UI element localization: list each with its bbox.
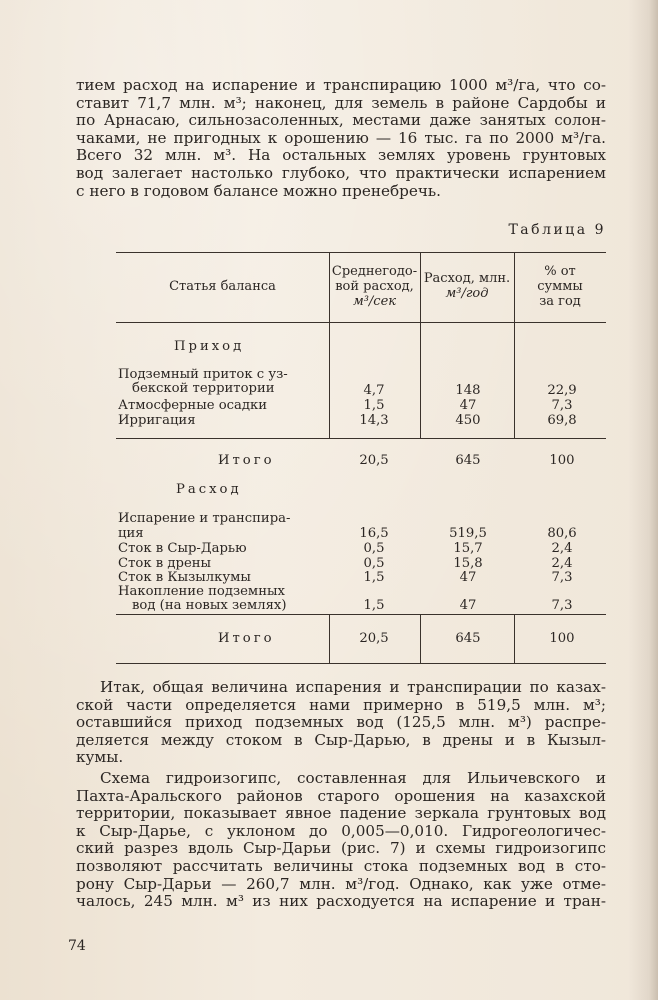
cell-value: 645 <box>455 631 481 646</box>
text-line: кумы. <box>76 748 124 767</box>
header-avg <box>329 264 420 309</box>
col-divider <box>329 614 330 663</box>
header-text: суммы <box>537 279 583 294</box>
cell-value: 15,7 <box>453 541 483 556</box>
cell-value: 4,7 <box>363 383 385 398</box>
table-header-rule <box>116 322 606 323</box>
cell-value: 20,5 <box>359 631 389 646</box>
row-label: вод (на новых землях) <box>132 598 287 613</box>
cell-value: 100 <box>549 631 575 646</box>
text-line: вод залегает настолько глубоко, что практически испарением <box>76 163 606 182</box>
cell-value: 69,8 <box>547 413 577 428</box>
cell-value: 2,4 <box>551 541 573 556</box>
table-caption: Таблица 9 <box>508 222 606 238</box>
header-text: Среднегодо- <box>331 264 418 279</box>
section-expense: Расход <box>176 482 242 497</box>
text-line: по Арнасаю, сильнозасоленных, местами даже занятых солон- <box>76 111 606 130</box>
cell-value: 80,6 <box>547 526 577 541</box>
row-label: Сток в Кызылкумы <box>118 570 251 585</box>
cell-value: 47 <box>459 398 477 413</box>
table-expense-rule <box>116 614 606 615</box>
row-label: бекской территории <box>132 381 275 396</box>
header-text: вой расход, <box>335 279 414 294</box>
page-edge-shadow <box>628 0 658 1000</box>
table-top-rule <box>116 252 606 253</box>
cell-value: 16,5 <box>359 526 389 541</box>
cell-value: 22,9 <box>547 383 577 398</box>
row-label: Подземный приток с уз- <box>118 367 288 382</box>
header-text: Расход, млн. <box>423 271 511 286</box>
cell-value: 1,5 <box>363 598 385 613</box>
paragraph-hydroisohypse <box>76 770 606 911</box>
cell-value: 519,5 <box>449 526 487 541</box>
header-item: Статья баланса <box>169 279 276 294</box>
text-line: Пахта-Аральского районов старого орошения на казахской <box>76 786 606 805</box>
cell-value: 0,5 <box>363 541 385 556</box>
row-label: Ирригация <box>118 413 196 428</box>
row-label: Испарение и транспира- <box>118 511 291 526</box>
text-line: к Сыр-Дарье, с уклоном до 0,005—0,010. Гидрогеологичес- <box>76 821 606 840</box>
text-line: позволяют рассчитать величины стока подземных вод в сто- <box>76 856 606 875</box>
cell-value: 1,5 <box>363 398 385 413</box>
text-line: территории, показывает явное падение зеркала грунтовых вод <box>76 804 606 823</box>
cell-value: 7,3 <box>551 398 573 413</box>
section-income: Приход <box>174 339 245 354</box>
text-line: ский разрез вдоль Сыр-Дарьи (рис. 7) и схемы гидроизогипс <box>76 839 606 858</box>
cell-value: 1,5 <box>363 570 385 585</box>
cell-value: 2,4 <box>551 556 573 571</box>
header-text: м³/год <box>445 286 489 301</box>
page-number: 74 <box>68 938 86 954</box>
text-line: с него в годовом балансе можно пренебречь. <box>76 181 441 200</box>
text-line: оставшийся приход подземных вод (125,5 млн. м³) распре- <box>76 713 606 732</box>
header-percent <box>514 264 606 309</box>
header-text: за год <box>539 294 581 309</box>
row-label: Сток в Сыр-Дарью <box>118 541 247 556</box>
cell-value: 148 <box>455 383 481 398</box>
cell-value: 450 <box>455 413 481 428</box>
header-volume <box>420 271 514 301</box>
text-line: Итак, общая величина испарения и транспирации по казах- <box>100 678 606 696</box>
total-label: Итого <box>218 631 275 646</box>
paragraph-top <box>76 77 606 200</box>
header-text: м³/сек <box>352 294 397 309</box>
row-label: Сток в дрены <box>118 556 212 571</box>
cell-value: 47 <box>459 570 477 585</box>
cell-value: 7,3 <box>551 598 573 613</box>
text-line: ставит 71,7 млн. м³; наконец, для земель в районе Сардобы и <box>76 93 606 112</box>
text-line: рону Сыр-Дарьи — 260,7 млн. м³/год. Однако, как уже отме- <box>76 874 606 893</box>
table-bottom-rule <box>116 663 606 664</box>
cell-value: 7,3 <box>551 570 573 585</box>
text-line: чалось, 245 млн. м³ из них расходуется на испарение и тран- <box>76 892 606 911</box>
cell-value: 645 <box>455 453 481 468</box>
cell-value: 0,5 <box>363 556 385 571</box>
text-line: тием расход на испарение и транспирацию 1000 м³/га, что со- <box>76 76 606 94</box>
cell-value: 20,5 <box>359 453 389 468</box>
col-divider <box>420 614 421 663</box>
col-divider <box>514 614 515 663</box>
paragraph-summary <box>76 679 606 767</box>
row-label: Атмосферные осадки <box>118 398 268 413</box>
row-label: ция <box>118 526 144 541</box>
table-income-rule <box>116 438 606 439</box>
header-text: % от <box>544 264 576 279</box>
cell-value: 15,8 <box>453 556 483 571</box>
text-line: Схема гидроизогипс, составленная для Ильичевского и <box>100 769 606 787</box>
cell-value: 14,3 <box>359 413 389 428</box>
row-label: Накопление подземных <box>118 584 285 599</box>
text-line: чаками, не пригодных к орошению — 16 тыс. га по 2000 м³/га. <box>76 128 606 147</box>
text-line: ской части определяется нами примерно в 519,5 млн. м³; <box>76 695 606 714</box>
balance-table <box>116 252 606 664</box>
cell-value: 100 <box>549 453 575 468</box>
text-line: Всего 32 млн. м³. На остальных землях уровень грунтовых <box>76 146 606 165</box>
cell-value: 47 <box>459 598 477 613</box>
total-label: Итого <box>218 453 275 468</box>
text-line: деляется между стоком в Сыр-Дарью, в дрены и в Кызыл- <box>76 730 606 749</box>
